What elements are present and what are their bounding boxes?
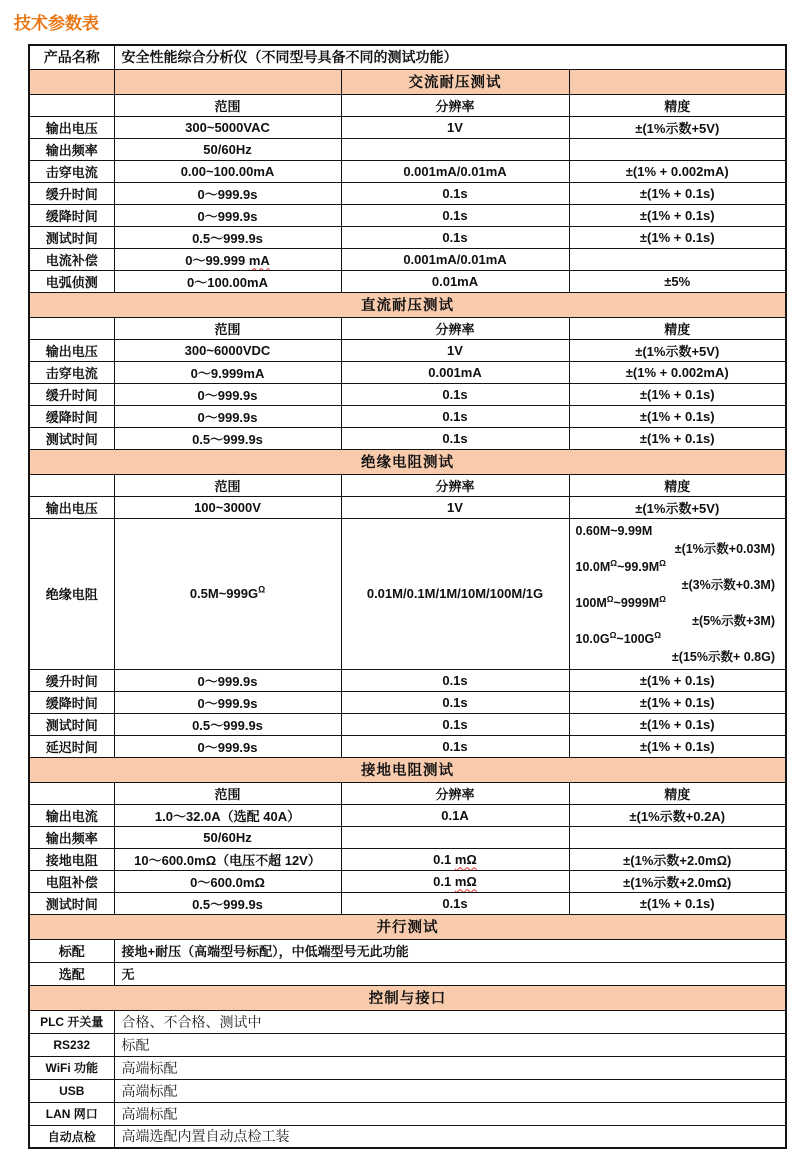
param-label-cell: 绝缘电阻: [29, 518, 114, 669]
range-cell: 0～999.9s: [114, 204, 341, 226]
resolution-cell: 0.1s: [341, 226, 569, 248]
table-row: [29, 496, 786, 518]
accuracy-line: ±(15%示数+ 0.8G): [671, 649, 775, 664]
section-title-parallel: 并行测试: [29, 914, 786, 939]
table-row: [29, 226, 786, 248]
spec-table: [28, 44, 787, 1149]
column-header-range: 范围: [114, 317, 341, 339]
accuracy-line: 0.60M~9.99M: [575, 523, 653, 538]
accuracy-cell: ±(1% + 0.1s): [569, 892, 786, 914]
param-label-cell: USB: [29, 1079, 114, 1102]
resolution-cell: 0.1s: [341, 669, 569, 691]
param-label-cell: 测试时间: [29, 226, 114, 248]
accuracy-cell: ±(1%示数+2.0mΩ): [569, 870, 786, 892]
accuracy-line: ±(5%示数+3M): [692, 613, 775, 628]
table-row: [29, 270, 786, 292]
resolution-cell: 0.1s: [341, 383, 569, 405]
resolution-cell: 0.01mA: [341, 270, 569, 292]
param-label-cell: 缓降时间: [29, 405, 114, 427]
table-row: [29, 1033, 786, 1056]
accuracy-cell: ±(1% + 0.1s): [569, 427, 786, 449]
resolution-cell: 0.1 mΩ: [341, 870, 569, 892]
section-title-ground: 接地电阻测试: [29, 757, 786, 782]
param-label-cell: 输出电压: [29, 496, 114, 518]
column-header-range: 范围: [114, 782, 341, 804]
column-header-row: [29, 474, 786, 496]
section-banner-row-control: [29, 985, 786, 1010]
accuracy-line: $10.0M^\Omega\sim 99.9M^\Omega$: [575, 557, 666, 574]
accuracy-line: $10.0G^\Omega\sim 100G^\Omega$: [575, 629, 662, 646]
range-cell: 0.5～999.9s: [114, 713, 341, 735]
param-label-cell: 缓升时间: [29, 669, 114, 691]
param-label-cell: 缓降时间: [29, 204, 114, 226]
section-title-dc: 直流耐压测试: [29, 292, 786, 317]
param-label-cell: 输出频率: [29, 138, 114, 160]
product-name-row: [29, 45, 786, 69]
column-header-row: [29, 782, 786, 804]
accuracy-line: ±(3%示数+0.3M): [681, 577, 775, 592]
table-row: [29, 339, 786, 361]
value-cell: 无: [114, 962, 786, 985]
accuracy-cell: ±(1% + 0.002mA): [569, 361, 786, 383]
column-header-empty-cell: [29, 94, 114, 116]
accuracy-cell: ±(1%示数+0.2A): [569, 804, 786, 826]
table-row: [29, 691, 786, 713]
resolution-cell: 0.1s: [341, 735, 569, 757]
column-header-row: [29, 317, 786, 339]
range-cell: $0.5M\sim 999G^\Omega$: [114, 518, 341, 669]
resolution-cell: 1V: [341, 116, 569, 138]
range-cell: 0～600.0mΩ: [114, 870, 341, 892]
param-label-cell: 测试时间: [29, 427, 114, 449]
table-row: [29, 962, 786, 985]
section-banner-row-dc: [29, 292, 786, 317]
accuracy-cell: ±(1% + 0.1s): [569, 713, 786, 735]
param-label-cell: LAN 网口: [29, 1102, 114, 1125]
table-row: [29, 427, 786, 449]
accuracy-cell: ±(1% + 0.1s): [569, 691, 786, 713]
range-cell: 50/60Hz: [114, 138, 341, 160]
table-row-insulation-resistance: [29, 518, 786, 669]
accuracy-line: ±(1%示数+0.03M): [674, 541, 775, 556]
page-title: 技术参数表: [14, 14, 99, 33]
value-cell: 高端标配: [114, 1079, 786, 1102]
range-cell: 0.5～999.9s: [114, 892, 341, 914]
param-label-cell: 电阻补偿: [29, 870, 114, 892]
range-cell: 300~5000VAC: [114, 116, 341, 138]
range-cell: 0～999.9s: [114, 735, 341, 757]
accuracy-cell: ±(1%示数+5V): [569, 339, 786, 361]
product-name-value: 安全性能综合分析仪（不同型号具备不同的测试功能）: [114, 45, 786, 69]
range-cell: 0～999.9s: [114, 383, 341, 405]
table-row: [29, 405, 786, 427]
accuracy-cell: ±5%: [569, 270, 786, 292]
column-header-empty-cell: [29, 782, 114, 804]
range-cell: 0～999.9s: [114, 669, 341, 691]
table-row: [29, 182, 786, 204]
section-title-insulation: 绝缘电阻测试: [29, 449, 786, 474]
param-label-cell: 输出电压: [29, 339, 114, 361]
table-row: [29, 713, 786, 735]
param-label-cell: 标配: [29, 939, 114, 962]
value-cell: 接地+耐压（高端型号标配），中低端型号无此功能: [114, 939, 786, 962]
range-cell: 1.0～32.0A（选配 40A）: [114, 804, 341, 826]
accuracy-cell: ±(1%示数+2.0mΩ): [569, 848, 786, 870]
column-header-empty-cell: [29, 474, 114, 496]
param-label-cell: WiFi 功能: [29, 1056, 114, 1079]
table-row: [29, 116, 786, 138]
table-row: [29, 138, 786, 160]
section-banner-row-ac: [29, 69, 786, 94]
accuracy-cell: ±(1% + 0.1s): [569, 383, 786, 405]
param-label-cell: 输出频率: [29, 826, 114, 848]
section-banner-empty-cell: [569, 69, 786, 94]
accuracy-cell: ±(1% + 0.1s): [569, 226, 786, 248]
resolution-cell: 0.1s: [341, 713, 569, 735]
param-label-cell: 缓升时间: [29, 182, 114, 204]
value-cell: 高端标配: [114, 1056, 786, 1079]
value-cell: 高端选配内置自动点检工装: [114, 1125, 786, 1148]
value-cell: 合格、不合格、测试中: [114, 1010, 786, 1033]
resolution-cell: 0.1s: [341, 405, 569, 427]
resolution-cell: 1V: [341, 339, 569, 361]
table-row: [29, 892, 786, 914]
param-label-cell: 测试时间: [29, 713, 114, 735]
table-row: [29, 248, 786, 270]
column-header-range: 范围: [114, 94, 341, 116]
resolution-cell: 1V: [341, 496, 569, 518]
column-header-accuracy: 精度: [569, 317, 786, 339]
table-row: [29, 826, 786, 848]
range-cell: 100~3000V: [114, 496, 341, 518]
range-cell: 0～999.9s: [114, 182, 341, 204]
accuracy-cell: ±(1%示数+5V): [569, 496, 786, 518]
accuracy-cell: [569, 138, 786, 160]
range-cell: 0～999.9s: [114, 691, 341, 713]
accuracy-cell: ±(1% + 0.1s): [569, 735, 786, 757]
accuracy-cell: ±(1%示数+5V): [569, 116, 786, 138]
section-banner-row-insulation: [29, 449, 786, 474]
table-row: [29, 1125, 786, 1148]
column-header-empty-cell: [29, 317, 114, 339]
section-banner-row-parallel: [29, 914, 786, 939]
table-row: [29, 361, 786, 383]
param-label-cell: 缓降时间: [29, 691, 114, 713]
column-header-resolution: 分辨率: [341, 94, 569, 116]
param-label-cell: 选配: [29, 962, 114, 985]
resolution-cell: [341, 826, 569, 848]
param-label-cell: RS232: [29, 1033, 114, 1056]
table-row: [29, 939, 786, 962]
value-cell: 高端标配: [114, 1102, 786, 1125]
column-header-range: 范围: [114, 474, 341, 496]
column-header-accuracy: 精度: [569, 474, 786, 496]
table-row: [29, 1079, 786, 1102]
section-title-ac: 交流耐压测试: [341, 69, 569, 94]
product-name-label: 产品名称: [29, 45, 114, 69]
column-header-accuracy: 精度: [569, 782, 786, 804]
accuracy-cell: [569, 248, 786, 270]
param-label-cell: 缓升时间: [29, 383, 114, 405]
section-banner-empty-cell: [114, 69, 341, 94]
param-label-cell: 击穿电流: [29, 160, 114, 182]
param-label-cell: 自动点检: [29, 1125, 114, 1148]
range-cell: 10～600.0mΩ（电压不超 12V）: [114, 848, 341, 870]
accuracy-cell: ±(1% + 0.1s): [569, 669, 786, 691]
resolution-cell: 0.001mA/0.01mA: [341, 160, 569, 182]
column-header-accuracy: 精度: [569, 94, 786, 116]
accuracy-cell: [569, 826, 786, 848]
param-label-cell: 接地电阻: [29, 848, 114, 870]
table-row: [29, 1056, 786, 1079]
column-header-resolution: 分辨率: [341, 317, 569, 339]
resolution-cell: 0.1s: [341, 691, 569, 713]
table-row: [29, 204, 786, 226]
resolution-cell: 0.1s: [341, 182, 569, 204]
accuracy-cell: ±(1% + 0.1s): [569, 204, 786, 226]
param-label-cell: PLC 开关量: [29, 1010, 114, 1033]
resolution-cell: 0.1s: [341, 204, 569, 226]
accuracy-cell: ±(1% + 0.1s): [569, 182, 786, 204]
param-label-cell: 电弧侦测: [29, 270, 114, 292]
table-row: [29, 870, 786, 892]
range-cell: 0.00~100.00mA: [114, 160, 341, 182]
resolution-cell: 0.1s: [341, 427, 569, 449]
param-label-cell: 电流补偿: [29, 248, 114, 270]
range-cell: 0～99.999 mA: [114, 248, 341, 270]
param-label-cell: 测试时间: [29, 892, 114, 914]
table-row: [29, 669, 786, 691]
range-cell: 0.5～999.9s: [114, 427, 341, 449]
section-banner-row-ground: [29, 757, 786, 782]
column-header-resolution: 分辨率: [341, 782, 569, 804]
accuracy-cell: [569, 518, 786, 669]
range-cell: 0～100.00mA: [114, 270, 341, 292]
section-title-control: 控制与接口: [29, 985, 786, 1010]
value-cell: 标配: [114, 1033, 786, 1056]
resolution-cell: 0.001mA/0.01mA: [341, 248, 569, 270]
table-row: [29, 848, 786, 870]
accuracy-cell: ±(1% + 0.002mA): [569, 160, 786, 182]
resolution-cell: [341, 138, 569, 160]
table-row: [29, 735, 786, 757]
resolution-cell: 0.01M/0.1M/1M/10M/100M/1G: [341, 518, 569, 669]
range-cell: 300~6000VDC: [114, 339, 341, 361]
column-header-row: [29, 94, 786, 116]
range-cell: 0～9.999mA: [114, 361, 341, 383]
table-row: [29, 383, 786, 405]
section-banner-empty-cell: [29, 69, 114, 94]
column-header-resolution: 分辨率: [341, 474, 569, 496]
table-row: [29, 804, 786, 826]
resolution-cell: 0.1s: [341, 892, 569, 914]
resolution-cell: 0.001mA: [341, 361, 569, 383]
table-row: [29, 1102, 786, 1125]
accuracy-line: $100M^\Omega\sim 9999M^\Omega$: [575, 593, 666, 610]
param-label-cell: 击穿电流: [29, 361, 114, 383]
param-label-cell: 输出电压: [29, 116, 114, 138]
resolution-cell: 0.1 mΩ: [341, 848, 569, 870]
table-row: [29, 1010, 786, 1033]
accuracy-cell: ±(1% + 0.1s): [569, 405, 786, 427]
range-cell: 0～999.9s: [114, 405, 341, 427]
range-cell: 50/60Hz: [114, 826, 341, 848]
table-row: [29, 160, 786, 182]
param-label-cell: 输出电流: [29, 804, 114, 826]
resolution-cell: 0.1A: [341, 804, 569, 826]
range-cell: 0.5～999.9s: [114, 226, 341, 248]
param-label-cell: 延迟时间: [29, 735, 114, 757]
